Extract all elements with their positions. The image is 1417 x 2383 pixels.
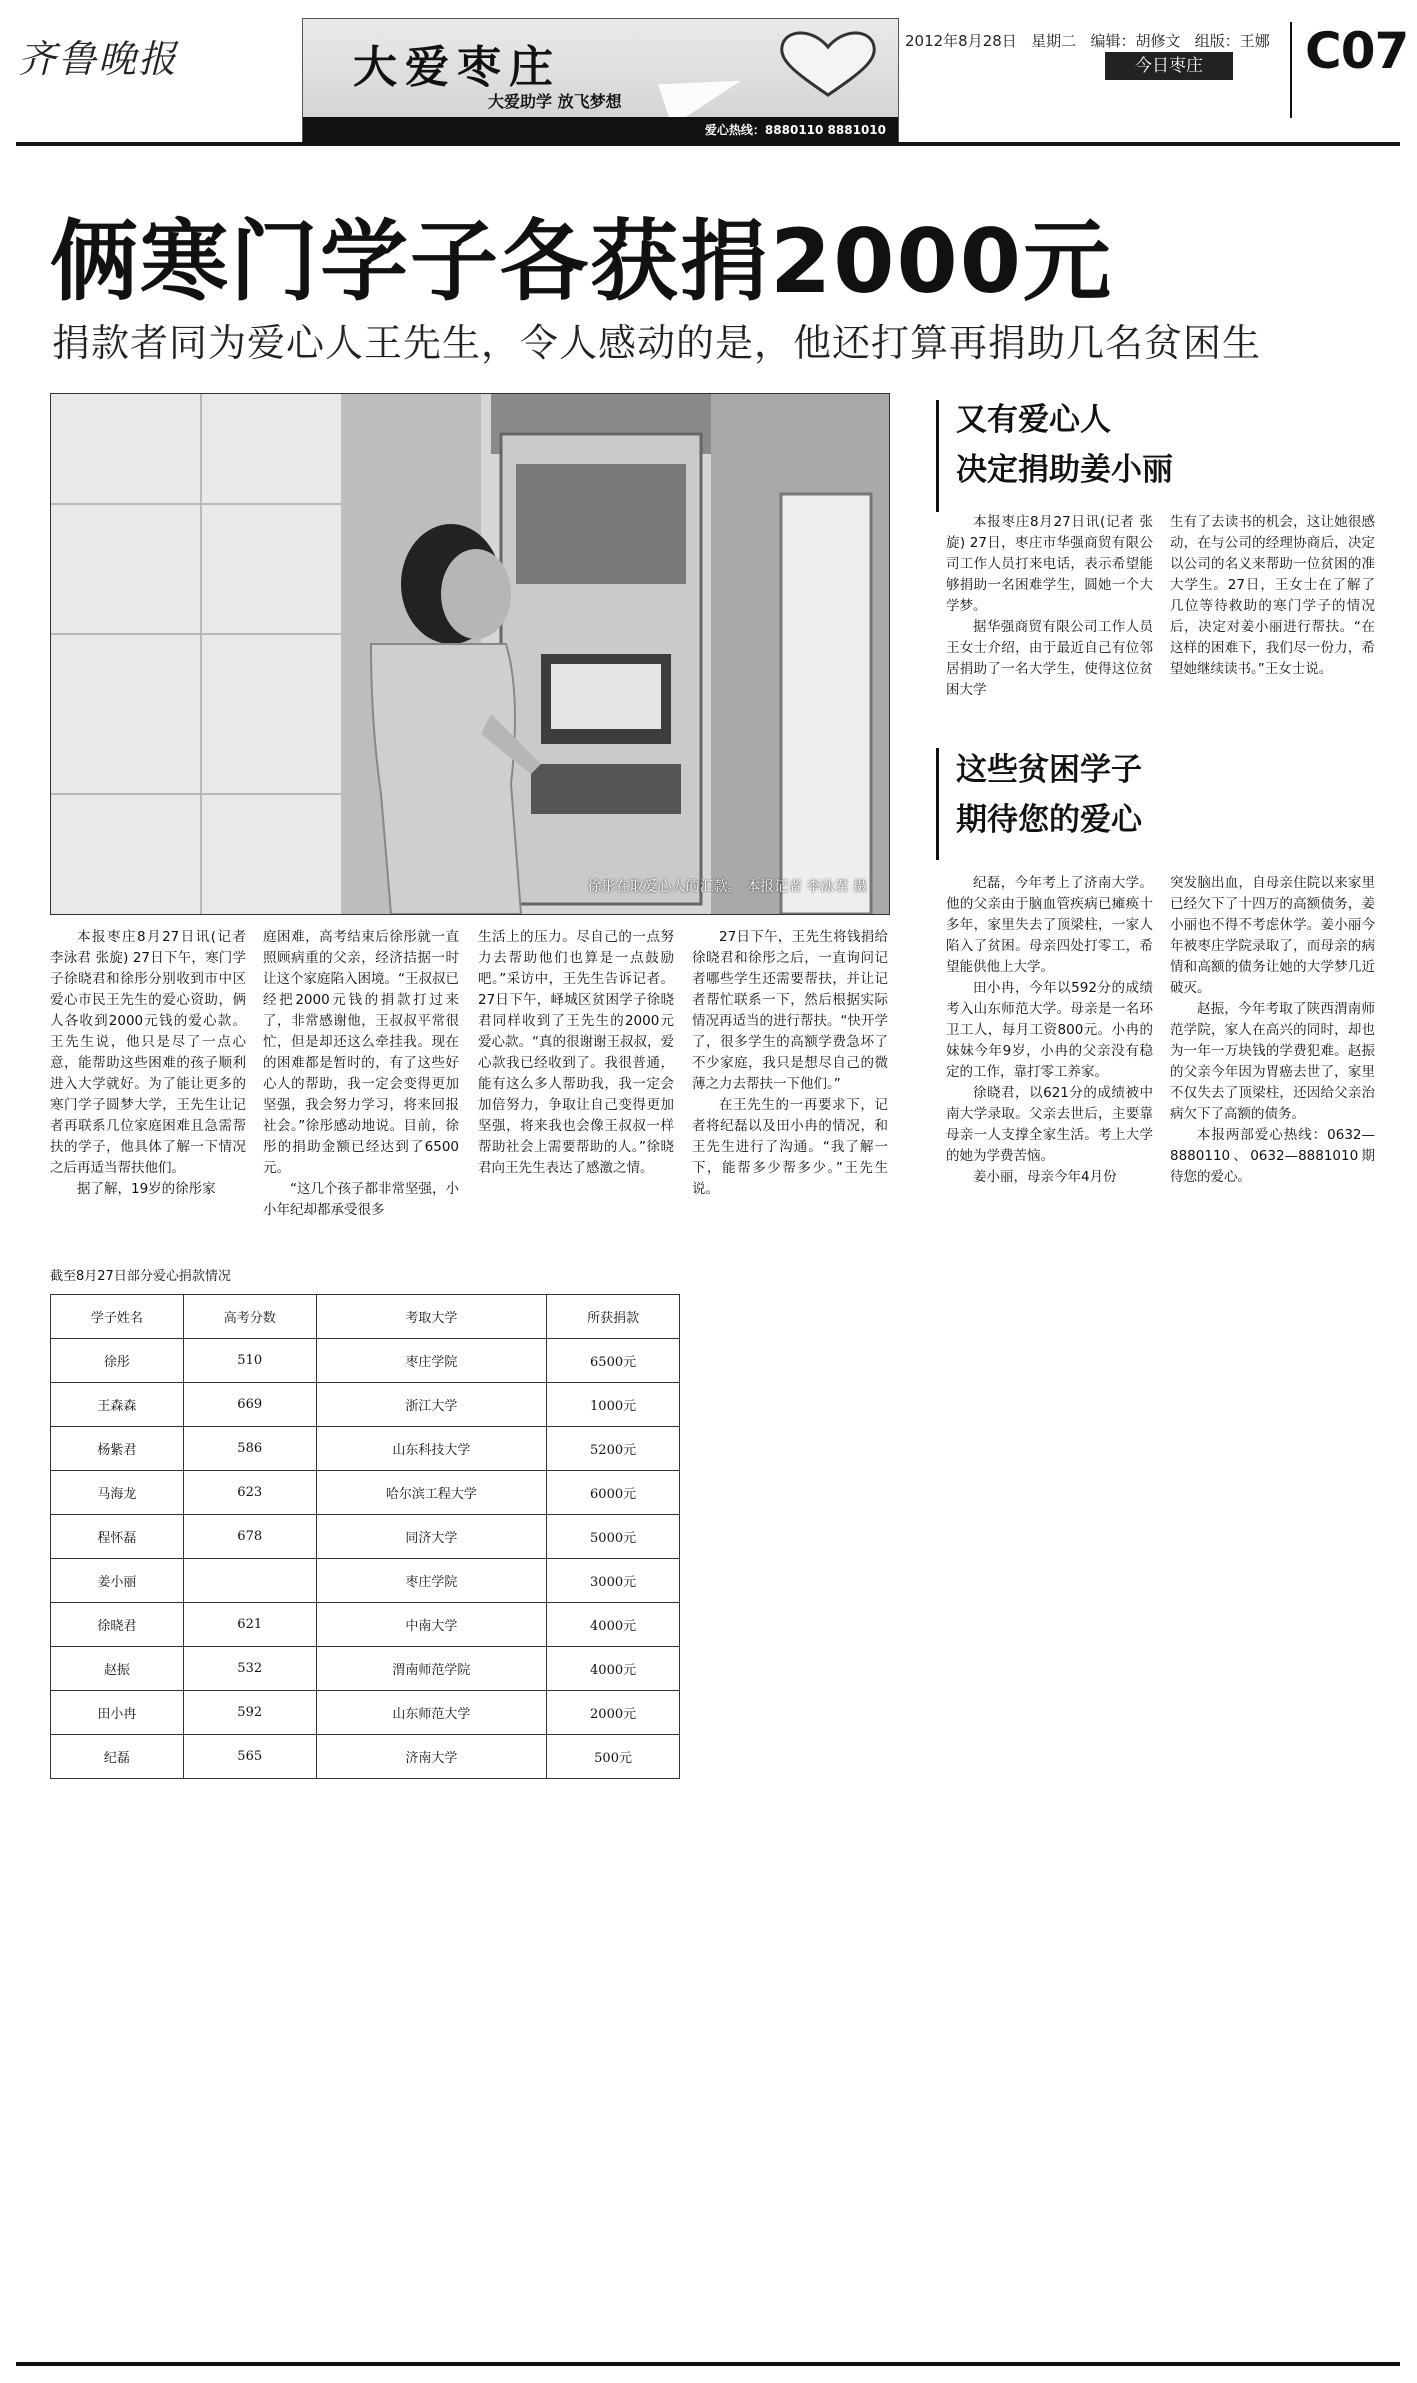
- footer-rule: [16, 2362, 1400, 2366]
- section-tag: 今日枣庄: [1105, 52, 1233, 80]
- donation-amount: 6000元: [547, 1471, 680, 1515]
- headline: 俩寒门学子各获捐2000元: [50, 210, 1113, 313]
- article-paragraph: 据了解，19岁的徐彤家: [77, 1181, 216, 1197]
- article-paragraph: 27日下午，王先生将钱捐给徐晓君和徐彤之后，一直询问记者哪些学生还需要帮扶，并让记者帮忙联系一下，然后根据实际情况再适当的进行帮扶。“快开学了，很多学生的高额学费急坏了不少家庭，我只是想尽自己的微薄之力去帮扶一下他们。”: [692, 929, 888, 1092]
- university: 渭南师范学院: [316, 1647, 547, 1691]
- table-row: [51, 1471, 680, 1515]
- photo-caption: 徐彤在取爱心人的汇款。 本报记者 李泳君 摄: [587, 879, 867, 895]
- issue-date: 2012年8月28日: [905, 32, 1017, 50]
- heart-icon: [773, 29, 883, 99]
- table-row: [51, 1515, 680, 1559]
- donation-amount: 4000元: [547, 1647, 680, 1691]
- side-story-paragraph: 突发脑出血，自母亲住院以来家里已经欠下了十四万的高额债务，姜小丽也不得不考虑休学。姜小丽今年被枣庄学院录取了，而母亲的病情和高额的债务让她的大学梦几近破灭。: [1170, 875, 1375, 996]
- side-story-1-headline-line2: 决定捐助姜小丽: [956, 452, 1173, 488]
- side-story-2-headline-line2: 期待您的爱心: [956, 802, 1142, 838]
- donation-amount: 5000元: [547, 1515, 680, 1559]
- side-story-1-headline: [956, 395, 1173, 495]
- university: 枣庄学院: [316, 1559, 547, 1603]
- university: 山东科技大学: [316, 1427, 547, 1471]
- side-story-2-column-a: [946, 873, 1153, 1188]
- donation-table: [50, 1294, 680, 1779]
- student-name: 徐彤: [51, 1339, 184, 1383]
- table-row: [51, 1383, 680, 1427]
- issue-meta: [905, 30, 1270, 51]
- student-name: 赵振: [51, 1647, 184, 1691]
- table-row: [51, 1339, 680, 1383]
- university: 山东师范大学: [316, 1691, 547, 1735]
- exam-score: 669: [183, 1383, 316, 1427]
- section-banner: [302, 18, 899, 144]
- table-row: [51, 1427, 680, 1471]
- side-story-paragraph: 纪磊，今年考上了济南大学。他的父亲由于脑血管疾病已瘫痪十多年，家里失去了顶梁柱，一家人陷入了贫困。母亲四处打零工，希望能供他上大学。: [946, 875, 1153, 975]
- table-row: [51, 1735, 680, 1779]
- exam-score: 510: [183, 1339, 316, 1383]
- exam-score: 592: [183, 1691, 316, 1735]
- article-paragraph: 本报枣庄8月27日讯(记者 李泳君 张旋) 27日下午，寒门学子徐晓君和徐彤分别收到市中区爱心市民王先生的爱心资助，俩人各收到2000元钱的爱心款。王先生说，他只是尽了一点心意，能帮助这些困难的孩子顺利进入大学就好。为了能让更多的寒门学子圆梦大学，王先生让记者再联系几位家庭困难且急需帮扶的学子，他具体了解一下情况之后再适当帮扶他们。: [50, 929, 246, 1176]
- donation-table-title: 截至8月27日部分爱心捐款情况: [50, 1269, 231, 1284]
- atm-photo: [50, 393, 890, 915]
- university: 哈尔滨工程大学: [316, 1471, 547, 1515]
- table-header-row: [51, 1295, 680, 1339]
- side-story-paragraph: 本报两部爱心热线：0632—8880110、0632—8881010期待您的爱心。: [1170, 1127, 1375, 1185]
- side-story-paragraph: 姜小丽，母亲今年4月份: [973, 1169, 1117, 1185]
- column-header: 高考分数: [183, 1295, 316, 1339]
- university: 浙江大学: [316, 1383, 547, 1427]
- student-name: 王森森: [51, 1383, 184, 1427]
- student-name: 徐晓君: [51, 1603, 184, 1647]
- article-paragraph: 生活上的压力。尽自己的一点努力去帮助他们也算是一点鼓励吧。”采访中，王先生告诉记者。27日下午，峄城区贫困学子徐晓君同样收到了王先生的2000元爱心款。“真的很谢谢王叔叔，爱心款我已经收到了。我很普通，能有这么多人帮助我，我一定会加倍努力，争取让自己变得更加坚强，将来我也会像王叔叔一样帮助社会上需要帮助的人。”徐晓君向王先生表达了感激之情。: [478, 929, 674, 1176]
- student-name: 程怀磊: [51, 1515, 184, 1559]
- column-header: 考取大学: [316, 1295, 547, 1339]
- article-column-1: [50, 927, 246, 1200]
- banner-hotline: 爱心热线：8880110 8881010: [303, 117, 898, 143]
- banner-title: 大爱枣庄: [353, 42, 561, 93]
- exam-score: 532: [183, 1647, 316, 1691]
- donation-amount: 6500元: [547, 1339, 680, 1383]
- university: 同济大学: [316, 1515, 547, 1559]
- exam-score: 586: [183, 1427, 316, 1471]
- side-story-2-headline-line1: 这些贫困学子: [956, 752, 1142, 788]
- side-story-paragraph: 田小冉，今年以592分的成绩考入山东师范大学。母亲是一名环卫工人，每月工资800元。小冉的妹妹今年9岁，小冉的父亲没有稳定的工作，靠打零工养家。: [946, 980, 1153, 1080]
- article-column-2: [263, 927, 459, 1221]
- student-name: 纪磊: [51, 1735, 184, 1779]
- student-name: 杨紫君: [51, 1427, 184, 1471]
- donation-amount: 5200元: [547, 1427, 680, 1471]
- donation-amount: 4000元: [547, 1603, 680, 1647]
- donation-amount: 2000元: [547, 1691, 680, 1735]
- table-row: [51, 1603, 680, 1647]
- column-header: 学子姓名: [51, 1295, 184, 1339]
- article-paragraph: 庭困难，高考结束后徐彤就一直照顾病重的父亲，经济拮据一时让这个家庭陷入困境。“王叔叔已经把2000元钱的捐款打过来了，非常感谢他，王叔叔平常很忙，但是却还这么牵挂我。现在的困难都是暂时的，有了这些好心人的帮助，我一定会变得更加坚强，我会努力学习，将来回报社会。”徐彤感动地说。目前，徐彤的捐助金额已经达到了6500元。: [263, 929, 459, 1176]
- header-divider: [1290, 22, 1292, 118]
- donation-amount: 3000元: [547, 1559, 680, 1603]
- article-paragraph: 在王先生的一再要求下，记者将纪磊以及田小冉的情况，和王先生进行了沟通。“我了解一下，能帮多少帮多少。”王先生说。: [692, 1097, 888, 1197]
- side-story-paragraph: 生有了去读书的机会，这让她很感动，在与公司的经理协商后，决定以公司的名义来帮助一位贫困的准大学生。27日，王女士在了解了几位等待救助的寒门学子的情况后，决定对姜小丽进行帮扶。“在这样的困难下，我们尽一份力，希望她继续读书。”王女士说。: [1170, 514, 1375, 677]
- exam-score: [183, 1559, 316, 1603]
- atm-photo-illustration: [51, 394, 889, 914]
- side-story-1-column-a: [946, 512, 1153, 701]
- exam-score: 565: [183, 1735, 316, 1779]
- banner-slogan: 大爱助学 放飞梦想: [488, 92, 622, 111]
- donation-amount: 500元: [547, 1735, 680, 1779]
- article-column-4: [692, 927, 888, 1200]
- column-header: 所获捐款: [547, 1295, 680, 1339]
- university: 济南大学: [316, 1735, 547, 1779]
- side-story-paragraph: 本报枣庄8月27日讯(记者 张旋) 27日，枣庄市华强商贸有限公司工作人员打来电话，表示希望能够捐助一名困难学生，圆她一个大学梦。: [946, 514, 1153, 614]
- table-row: [51, 1559, 680, 1603]
- article-paragraph: “这几个孩子都非常坚强，小小年纪却都承受很多: [263, 1181, 459, 1218]
- student-name: 姜小丽: [51, 1559, 184, 1603]
- side-story-1-column-b: [1170, 512, 1375, 680]
- page-number: C07: [1305, 22, 1409, 80]
- subheadline: 捐款者同为爱心人王先生，令人感动的是，他还打算再捐助几名贫困生: [52, 321, 1262, 365]
- side-story-1-headline-line1: 又有爱心人: [956, 402, 1111, 438]
- table-row: [51, 1647, 680, 1691]
- university: 枣庄学院: [316, 1339, 547, 1383]
- student-name: 马海龙: [51, 1471, 184, 1515]
- table-row: [51, 1691, 680, 1735]
- exam-score: 621: [183, 1603, 316, 1647]
- issue-weekday: 星期二: [1031, 32, 1077, 50]
- side-story-paragraph: 赵振，今年考取了陕西渭南师范学院，家人在高兴的同时，却也为一年一万块钱的学费犯难。赵振的父亲今年因为胃癌去世了，家里不仅失去了顶梁柱，还因给父亲治病欠下了高额的债务。: [1170, 1001, 1375, 1122]
- side-story-2-headline: [956, 745, 1142, 845]
- side-story-paragraph: 据华强商贸有限公司工作人员王女士介绍，由于最近自己有位邻居捐助了一名大学生，使得这位贫困大学: [946, 619, 1153, 698]
- donation-amount: 1000元: [547, 1383, 680, 1427]
- side-story-rule: [936, 748, 939, 860]
- university: 中南大学: [316, 1603, 547, 1647]
- student-name: 田小冉: [51, 1691, 184, 1735]
- exam-score: 623: [183, 1471, 316, 1515]
- editor: 编辑：胡修文: [1090, 32, 1181, 50]
- side-story-rule: [936, 400, 939, 512]
- header-rule: [16, 142, 1400, 146]
- side-story-paragraph: 徐晓君，以621分的成绩被中南大学录取。父亲去世后，主要靠母亲一人支撑全家生活。考上大学的她为学费苦恼。: [946, 1085, 1153, 1164]
- newspaper-brand: 齐鲁晚报: [18, 37, 179, 81]
- layout-editor: 组版：王娜: [1194, 32, 1270, 50]
- article-column-3: [478, 927, 674, 1179]
- side-story-2-column-b: [1170, 873, 1375, 1188]
- exam-score: 678: [183, 1515, 316, 1559]
